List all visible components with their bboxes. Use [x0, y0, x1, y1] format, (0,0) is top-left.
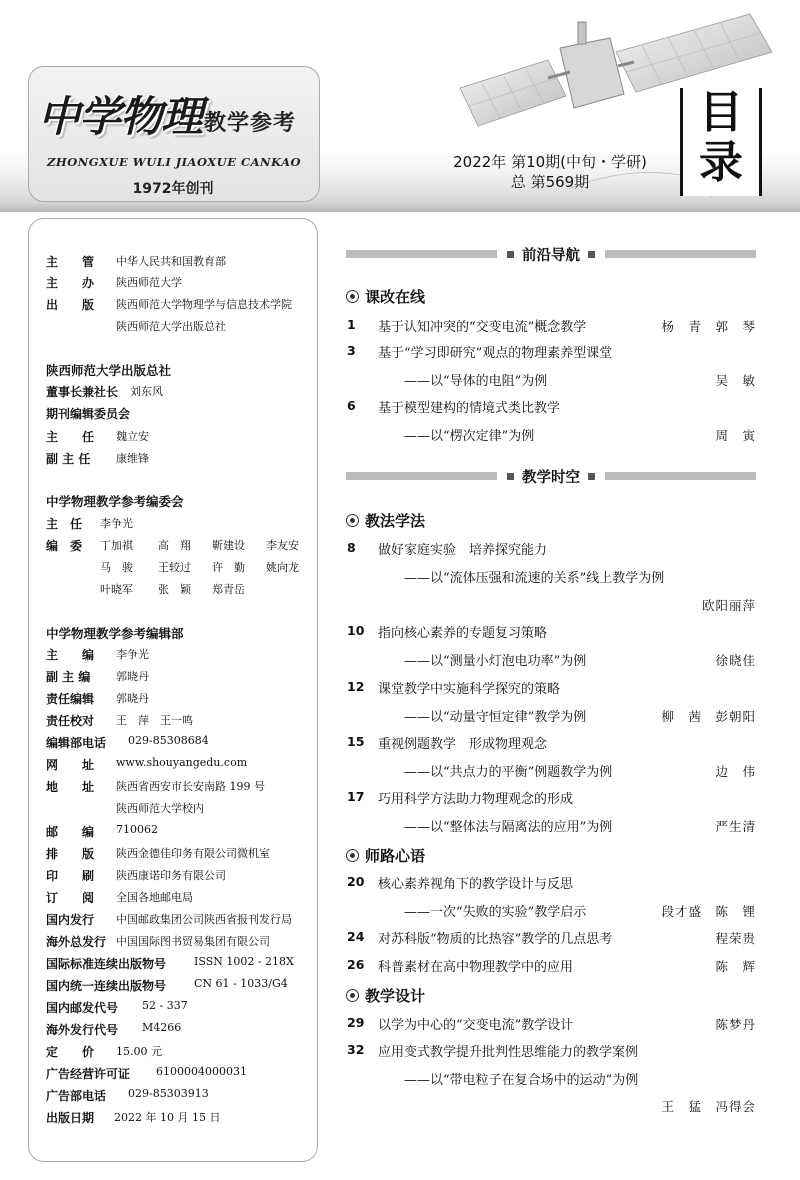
info-row: 责任校对 王 萍 王一鸣: [46, 714, 193, 728]
info-row: 定 价 15.00 元: [46, 1045, 162, 1059]
section-teaching-design: 教学设计: [346, 985, 425, 1006]
info-row: 主 办 陕西师范大学: [46, 276, 182, 290]
section-teaching-methods: 教法学法: [346, 510, 425, 531]
info-row: 副 主 任 康维锋: [46, 452, 149, 466]
info-row: 主 任 李争光: [46, 517, 133, 531]
info-row: 邮 编 710062: [46, 823, 158, 839]
info-row: 订 阅 全国各地邮电局: [46, 891, 193, 905]
square-bullet-icon: [507, 251, 514, 258]
info-row: 主 任 魏立安: [46, 430, 149, 444]
board-heading: 中学物理教学参考编委会: [46, 494, 184, 509]
section-bullet-icon: [346, 514, 359, 527]
info-row: 编辑部电话 029-85308684: [46, 734, 209, 750]
total-issue-number: 总 第569期: [510, 173, 590, 191]
info-row: 主 管 中华人民共和国教育部: [46, 255, 226, 269]
info-row: 国内发行 中国邮政集团公司陕西省报刊发行局: [46, 913, 292, 927]
band-teaching-space: 教学时空: [346, 462, 756, 490]
office-heading: 中学物理教学参考编辑部: [46, 626, 184, 641]
issue-info: [430, 152, 670, 192]
info-row: 印 刷 陕西康诺印务有限公司: [46, 869, 226, 883]
section-teacher-reflection: 师路心语: [346, 845, 425, 866]
info-row: 主 编 李争光: [46, 648, 149, 662]
board-members-row: 编 委 丁加祺 高 翔 靳建设 李友安: [46, 539, 299, 553]
info-row: 出版日期 2022 年 10 月 15 日: [46, 1111, 221, 1125]
magazine-title: 中学物理: [38, 92, 203, 141]
founded-year: 1972年创刊: [132, 181, 214, 197]
info-row: 出 版 陕西师范大学物理学与信息技术学院: [46, 298, 292, 312]
contents-heading: 目 录: [680, 88, 762, 196]
section-bullet-icon: [346, 849, 359, 862]
info-row: 国内邮发代号 52 - 337: [46, 999, 188, 1015]
info-row: 责任编辑 郭晓丹: [46, 692, 149, 706]
info-row: 副 主 编 郭晓丹: [46, 670, 149, 684]
info-row: 董事长兼社长 刘东风: [46, 385, 163, 399]
info-row: 海外总发行 中国国际图书贸易集团有限公司: [46, 935, 270, 949]
info-row: 国际标准连续出版物号 ISSN 1002 - 218X: [46, 955, 294, 971]
info-row: 广告经营许可证 6100004000031: [46, 1065, 247, 1081]
band-frontier-navigation: 前沿导航: [346, 240, 756, 268]
section-bullet-icon: [346, 989, 359, 1002]
info-row: 排 版 陕西金德佳印务有限公司微机室: [46, 847, 270, 861]
issue-number: 2022年 第10期(中旬・学研): [453, 153, 647, 171]
info-row: 广告部电话 029-85303913: [46, 1087, 209, 1103]
square-bullet-icon: [588, 473, 595, 480]
info-row: 期刊编辑委员会: [46, 407, 131, 421]
info-row: 地 址 陕西省西安市长安南路 199 号: [46, 780, 265, 794]
press-heading: 陕西师范大学出版总社: [46, 363, 172, 378]
magazine-title-suffix: 教学参考: [204, 111, 297, 136]
section-bullet-icon: [346, 290, 359, 303]
magazine-pinyin: ZHONGXUE WULI JIAOXUE CANKAO: [46, 155, 302, 169]
info-row: 网 址 www.shouyangedu.com: [46, 756, 248, 772]
square-bullet-icon: [588, 251, 595, 258]
info-row: 国内统一连续出版物号 CN 61 - 1033/G4: [46, 977, 288, 993]
info-row: 海外发行代号 M4266: [46, 1021, 182, 1037]
section-curriculum-reform: 课改在线: [346, 286, 425, 307]
square-bullet-icon: [507, 473, 514, 480]
